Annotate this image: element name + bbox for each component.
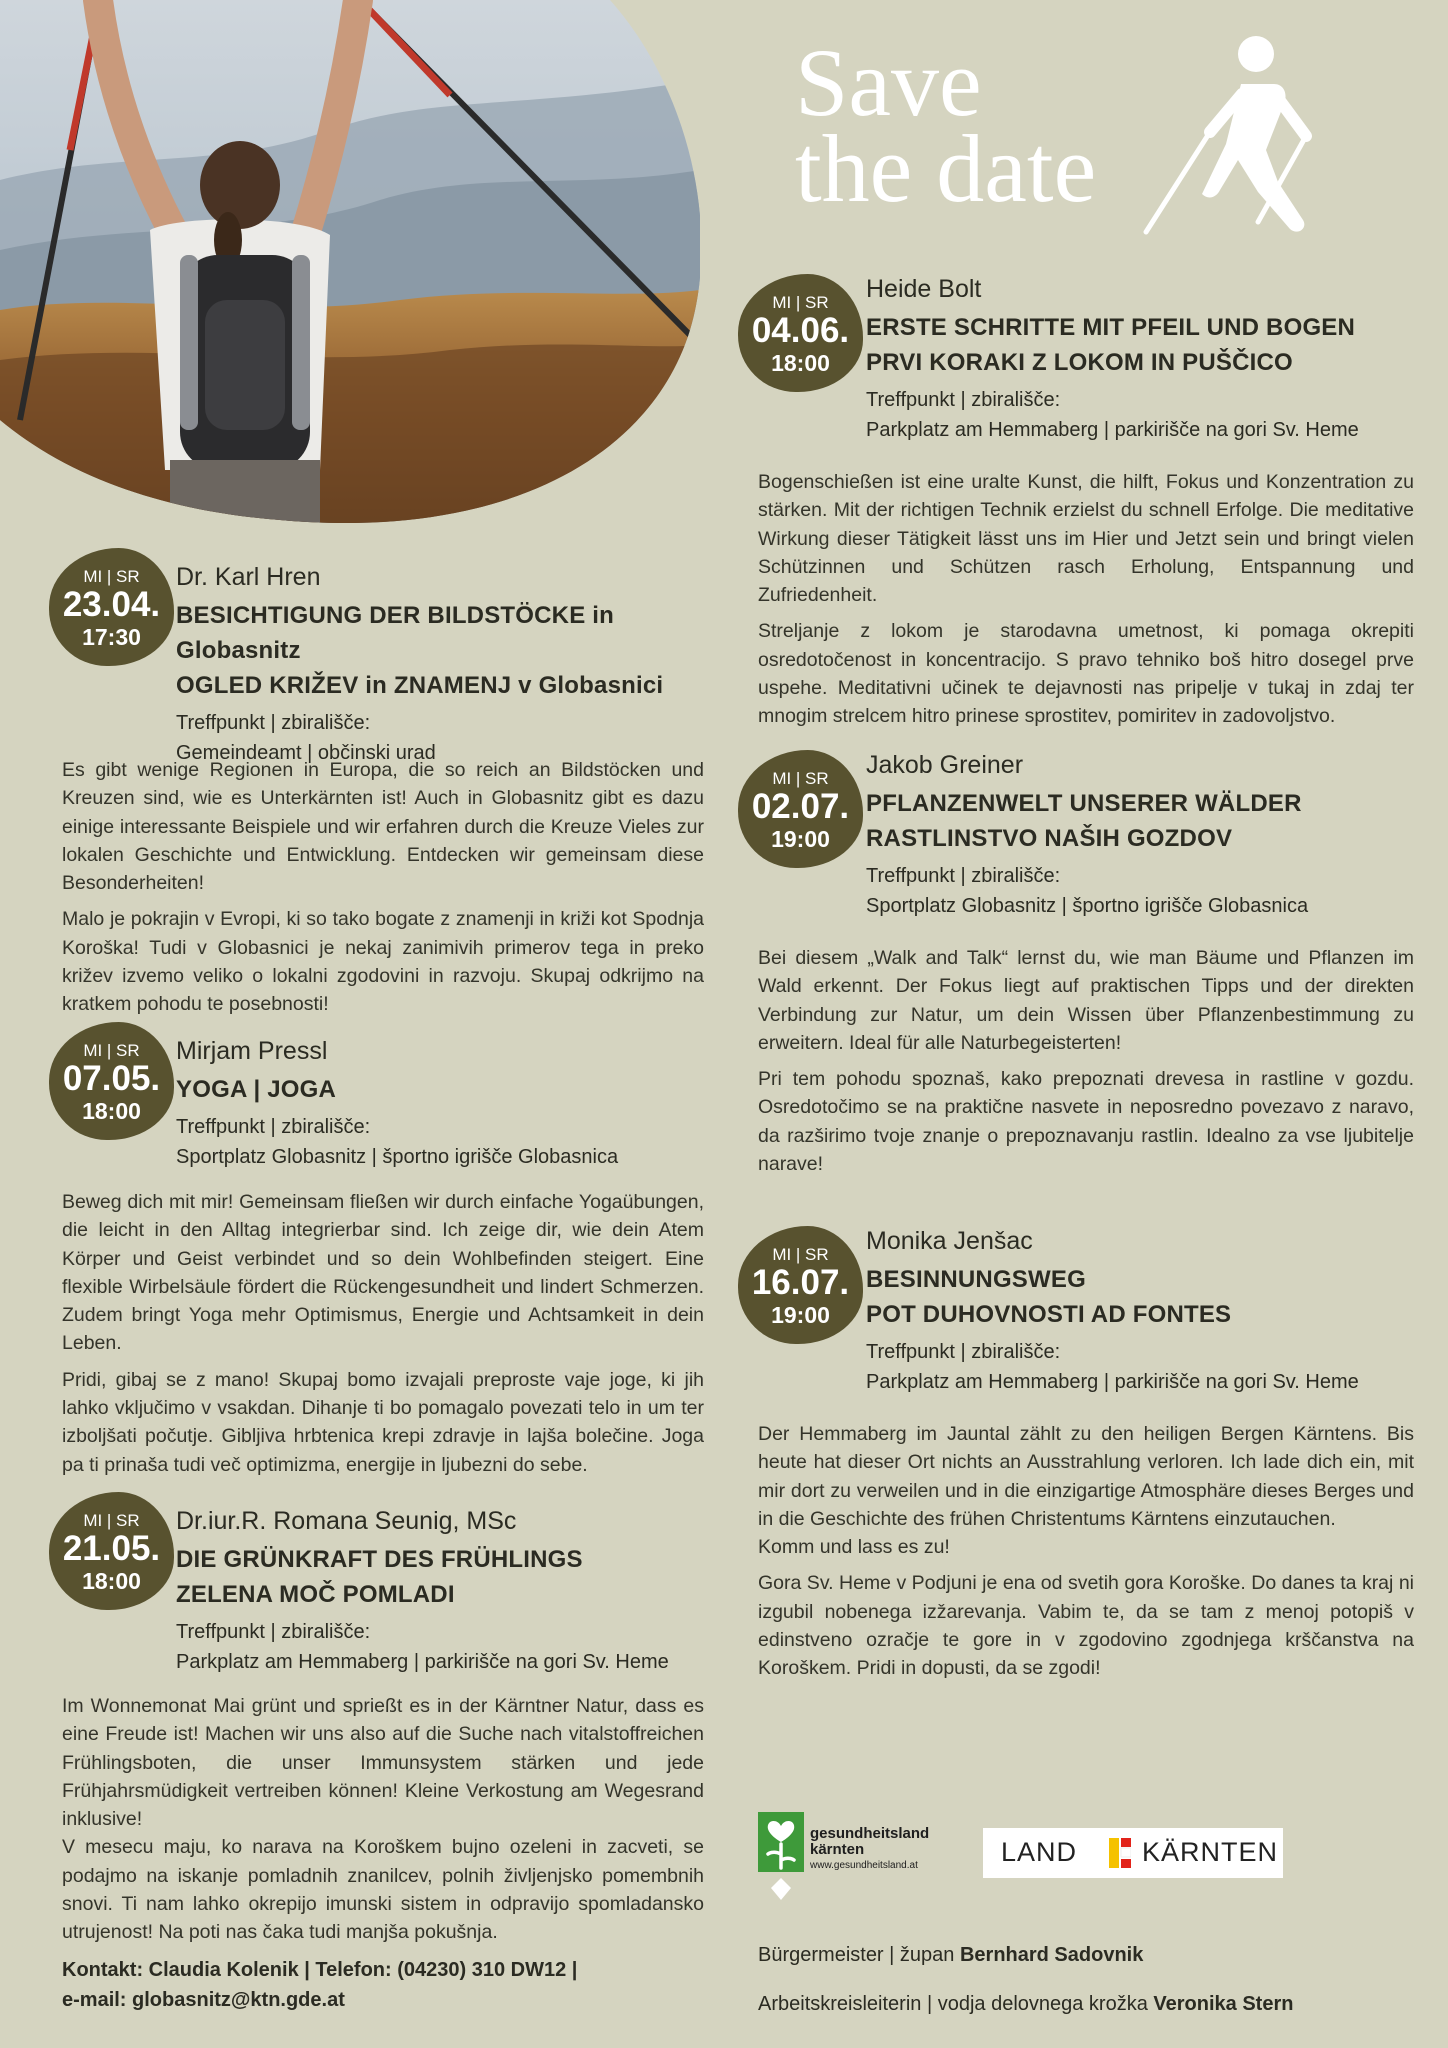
meeting-point — [176, 1617, 736, 1677]
meeting-point — [866, 385, 1426, 445]
event-title — [866, 310, 1426, 380]
kaernten-text: KÄRNTEN — [1142, 1837, 1279, 1867]
mayor-role: Bürgermeister | župan — [758, 1944, 955, 1966]
title-german: BESINNUNGSWEG — [866, 1266, 1086, 1293]
weekday: MI | SR — [83, 1511, 140, 1530]
event-description — [62, 1188, 704, 1487]
event-description — [758, 944, 1414, 1186]
meeting-point — [866, 1337, 1426, 1397]
meeting-place: Gemeindeamt | občinski urad — [176, 742, 436, 764]
event-time: 19:00 — [771, 826, 830, 852]
title-line-1: Save — [795, 29, 982, 136]
date-badge — [49, 1022, 174, 1140]
event-title — [866, 1262, 1426, 1332]
description-german: Im Wonnemonat Mai grünt und sprießt es in der Kärntner Natur, dass es eine Freude ist! Machen wir uns also auf die Suche nach vitalstoffreichen Frühlingsboten, die unser Immunsystem stärken und jede Frühjahrsmüdigkeit vertreiben können! Kleine Verkostung am Wegesrand inklusive! — [62, 1695, 704, 1831]
title-german: YOGA | JOGA — [176, 1076, 337, 1103]
meeting-place: Parkplatz am Hemmaberg | parkirišče na gori Sv. Heme — [866, 1371, 1359, 1393]
weekday: MI | SR — [83, 567, 140, 586]
event-date: 16.07. — [751, 1263, 850, 1302]
contact-email: e-mail: globasnitz@ktn.gde.at — [62, 1989, 345, 2011]
meeting-place: Sportplatz Globasnitz | športno igrišče Globasnica — [866, 895, 1309, 917]
weekday: MI | SR — [772, 769, 829, 788]
land-text: LAND — [1001, 1837, 1078, 1867]
weekday: MI | SR — [772, 1245, 829, 1264]
title-slovenian: OGLED KRIŽEV in ZNAMENJ v Globasnici — [176, 672, 664, 699]
date-badge — [49, 548, 174, 666]
title-german: BESICHTIGUNG DER BILDSTÖCKE in Globasnitz — [176, 602, 615, 664]
meeting-place: Sportplatz Globasnitz | športno igrišče Globasnica — [176, 1146, 619, 1168]
event-time: 18:00 — [82, 1098, 141, 1124]
logo-line-1: gesundheitsland — [810, 1825, 930, 1842]
save-the-date-title — [795, 29, 1135, 222]
description-slovenian: Streljanje z lokom je starodavna umetnost, ki pomaga okrepiti osredotočenost in koncentracijo. S pravo tehniko boš hitro dosegel prve uspehe. Meditativni učinek te dejavnosti nas pripelje v tukaj in zdaj ter mnogim strelcem hitro prinese sprostitev, pomiritev in zadovoljstvo. — [758, 620, 1414, 728]
event-date: 23.04. — [62, 585, 161, 624]
description-slovenian: Pri tem pohodu spoznaš, kako prepoznati drevesa in rastline v gozdu. Osredotočimo se na praktične nasvete in neposredno povezavo z naravo, da razširimo tvoje znanje o prepoznavanju rastlin. Idealno za vse ljubitelje narave! — [758, 1068, 1414, 1176]
contact-info — [62, 1955, 577, 2015]
event-date: 02.07. — [751, 787, 850, 826]
description-slovenian: Malo je pokrajin v Evropi, ki so tako bogate z znamenji in križi kot Spodnja Koroška! Tudi v Globasnici je nekaj zanimivih primerov tega in preko križev izvemo veliko o lokalni zgodovini in razvoju. Skupaj odkrijmo na kratkem pohodu te posebnosti! — [62, 908, 704, 1016]
title-slovenian: RASTLINSTVO NAŠIH GOZDOV — [866, 825, 1233, 852]
meeting-label: Treffpunkt | zbirališče: — [866, 865, 1061, 887]
meeting-place: Parkplatz am Hemmaberg | parkirišče na gori Sv. Heme — [866, 419, 1359, 441]
speaker-name: Mirjam Pressl — [176, 1037, 328, 1065]
date-badge — [738, 1226, 863, 1344]
leader-role: Arbeitskreisleiterin | vodja delovnega krožka — [758, 1993, 1148, 2015]
event-description — [758, 468, 1414, 739]
description-slovenian: V mesecu maju, ko narava na Koroškem bujno ozeleni in zacveti, se podajmo na iskanje pomladnih znanilcev, polnih življenjsko pomembnih snovi. Ti nam lahko okrepijo imunski sistem in odpravijo spomladansko utrujenost! Na poti nas čaka tudi manjša pokušnja. — [62, 1836, 704, 1944]
leader-name: Veronika Stern — [1153, 1993, 1294, 2015]
event-title — [866, 786, 1426, 856]
carinthia-flag-icon — [1109, 1838, 1131, 1868]
event-title — [176, 1542, 736, 1612]
nordic-walking-icon — [1138, 32, 1320, 237]
event-date: 04.06. — [751, 311, 850, 350]
date-badge — [738, 274, 863, 392]
logo-url: www.gesundheitsland.at — [810, 1860, 918, 1871]
meeting-point — [866, 861, 1426, 921]
title-german: DIE GRÜNKRAFT DES FRÜHLINGS — [176, 1546, 583, 1573]
event-title — [176, 598, 736, 703]
meeting-label: Treffpunkt | zbirališče: — [176, 1116, 371, 1138]
title-slovenian: POT DUHOVNOSTI AD FONTES — [866, 1301, 1232, 1328]
event-description — [62, 1692, 704, 1955]
meeting-label: Treffpunkt | zbirališče: — [866, 389, 1061, 411]
description-german: Es gibt wenige Regionen in Europa, die so reich an Bildstöcken und Kreuzen sind, wie es Unterkärnten ist! Auch in Globasnitz gibt es dazu einige interessante Beispiele und wir erfahren durch die Kreuze Vieles zur lokalen Geschichte und Entwicklung. Entdecken wir gemeinsam diese Besonderheiten! — [62, 759, 704, 895]
speaker-name: Dr.iur.R. Romana Seunig, MSc — [176, 1507, 517, 1535]
event-description — [62, 756, 704, 1027]
description-slovenian: Gora Sv. Heme v Podjuni je ena od svetih gora Koroške. Do danes ta kraj ni izgubil nobenega izžarevanja. Vabim te, da se tam z menoj potopiš v edinstveno ozračje te gore in v zgodovino zgodnjega krščanstva na Koroškem. Pridi in dopusti, da se zgodi! — [758, 1572, 1414, 1680]
contact-phone: Kontakt: Claudia Kolenik | Telefon: (04230) 310 DW12 | — [62, 1959, 578, 1981]
title-german: ERSTE SCHRITTE MIT PFEIL UND BOGEN — [866, 314, 1356, 341]
date-badge — [49, 1492, 174, 1610]
meeting-place: Parkplatz am Hemmaberg | parkirišče na gori Sv. Heme — [176, 1651, 669, 1673]
title-slovenian: PRVI KORAKI Z LOKOM IN PUŠČICO — [866, 349, 1293, 376]
description-german: Bogenschießen ist eine uralte Kunst, die hilft, Fokus und Konzentration zu stärken. Mit der richtigen Technik erzielst du schnell Erfolge. Die meditative Wirkung dieser Tätigkeit lässt uns im Hier und Jetzt sein und bringt vielen Schützinnen und Schützen rasch Erholung, Entspannung und Zufriedenheit. — [758, 471, 1414, 607]
meeting-point — [176, 1112, 736, 1172]
leader-line — [758, 1990, 1293, 2018]
gesundheitsland-wordmark — [810, 1826, 929, 1874]
date-badge — [738, 750, 863, 868]
mayor-name: Bernhard Sadovnik — [959, 1944, 1144, 1966]
title-slovenian: ZELENA MOČ POMLADI — [176, 1581, 455, 1608]
speaker-name: Jakob Greiner — [866, 751, 1024, 779]
meeting-label: Treffpunkt | zbirališče: — [176, 1621, 371, 1643]
event-time: 18:00 — [771, 350, 830, 376]
title-line-2: the date — [795, 115, 1097, 222]
speaker-name: Heide Bolt — [866, 275, 982, 303]
hero-photo-hiker — [0, 0, 700, 530]
gesundheitsland-logo-mark — [758, 1812, 804, 1904]
logo-line-2: kärnten — [810, 1841, 865, 1858]
event-time: 17:30 — [82, 624, 141, 650]
title-german: PFLANZENWELT UNSERER WÄLDER — [866, 790, 1302, 817]
land-kaernten-logo — [983, 1828, 1283, 1878]
event-date: 07.05. — [62, 1059, 161, 1098]
description-german: Bei diesem „Walk and Talk“ lernst du, wie man Bäume und Pflanzen im Wald erkennt. Der Fokus liegt auf praktischen Tipps und der direkten Verbindung zur Natur, um dein Wissen über Pflanzenbestimmung zu erweitern. Ideal für alle Naturbegeisterten! — [758, 947, 1414, 1054]
mayor-line — [758, 1941, 1143, 1969]
weekday: MI | SR — [772, 293, 829, 312]
meeting-label: Treffpunkt | zbirališče: — [176, 712, 371, 734]
event-time: 18:00 — [82, 1568, 141, 1594]
event-title — [176, 1072, 736, 1107]
description-german-closing: Komm und lass es zu! — [758, 1536, 950, 1559]
gesundheitsland-logo — [758, 1812, 948, 1904]
speaker-name: Dr. Karl Hren — [176, 563, 321, 591]
description-slovenian: Pridi, gibaj se z mano! Skupaj bomo izvajali preproste vaje joge, ki jih lahko vključimo v vsakdan. Dihanje ti bo pomagalo povezati telo in um ter izboljšati počutje. Gibljiva hrbtenica krepi zdravje in lajša bolečine. Joga pa ti prinaša tudi več optimizma, energije in ljubezni do sebe. — [62, 1368, 704, 1476]
speaker-name: Monika Jenšac — [866, 1227, 1033, 1255]
event-description — [758, 1420, 1414, 1691]
meeting-label: Treffpunkt | zbirališče: — [866, 1341, 1061, 1363]
description-german: Der Hemmaberg im Jauntal zählt zu den heiligen Bergen Kärntens. Bis heute hat dieser Ort nichts an Ausstrahlung verloren. Ich lade dich ein, mit mir dort zu verweilen und in die einzigartige Atmosphäre dieses Berges und in die Geschichte des frühen Christentums Kärntens einzutauchen. — [758, 1423, 1414, 1530]
weekday: MI | SR — [83, 1041, 140, 1060]
event-time: 19:00 — [771, 1302, 830, 1328]
event-date: 21.05. — [62, 1529, 161, 1568]
description-german: Beweg dich mit mir! Gemeinsam fließen wir durch einfache Yogaübungen, die leicht in den Alltag integrierbar sind. Ich zeige dir, wie dein Atem Körper und Geist verbindet und so dein Wohlbefinden steigert. Eine flexible Wirbelsäule fördert die Rückengesundheit und lindert Schmerzen. Zudem bringt Yoga mehr Optimismus, Energie und Achtsamkeit in dein Leben. — [62, 1191, 704, 1355]
